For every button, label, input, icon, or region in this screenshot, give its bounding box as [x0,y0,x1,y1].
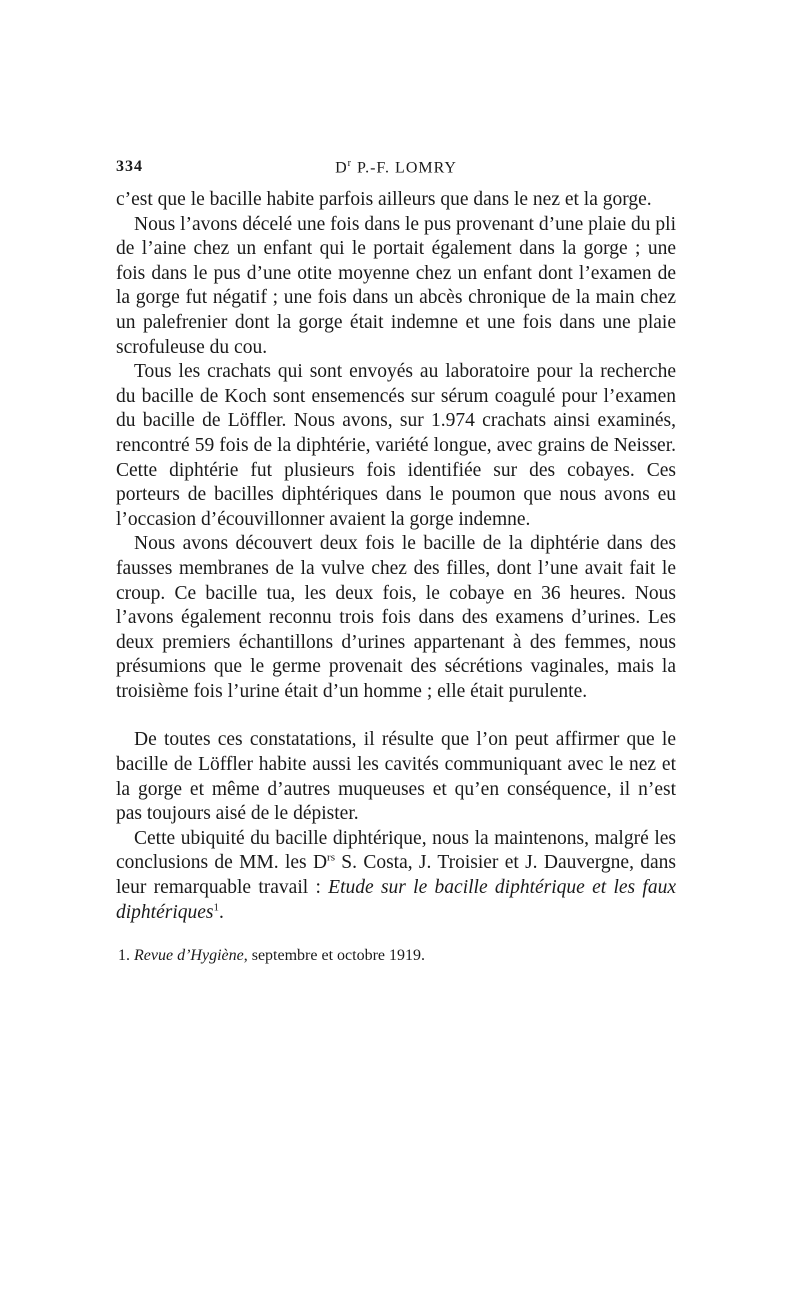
paragraph-5: De toutes ces constatations, il résulte que l’on peut affirmer que le bacille de Löffler habite aussi les cavités communiquant avec le nez et la gorge et même d’autres muqueuses et qu’en conséquence, il n’est pas toujours aisé de le dépister. [116,729,676,825]
paragraph-1: c’est que le bacille habite parfois ailleurs que dans le nez et la gorge. [116,189,652,210]
running-title: $D^r$ P.-F. LOMRY [335,158,457,177]
paragraph-2: Nous l’avons décelé une fois dans le pus provenant d’une plaie du pli de l’aine chez un enfant qui le portait également dans la gorge ; une fois dans le pus d’une otite moyenne chez un enfant dont l’examen de la gorge fut négatif ; une fois dans un abcès chronique de la main chez un palefrenier dont la gorge était indemne et une fois dans une plaie scrofuleuse du cou. [116,213,676,358]
body-text [116,188,676,925]
footnote: 1. Revue d’Hygiène, septembre et octobre 1919. [118,947,425,965]
footnote-reference: 1 [213,901,219,914]
page-number: 334 [116,158,143,175]
paragraph-6: Cette ubiquité du bacille diphtérique, nous la maintenons, malgré les conclusions de MM. les $D^{rs}$ S. Costa, J. Troisier et J. Dauvergne, dans leur remarquable travail : Etude sur le bacille diphtérique et les faux diphtériques$^1$. [116,827,676,923]
paragraph-3: Tous les crachats qui sont envoyés au laboratoire pour la recherche du bacille de Koch sont ensemencés sur sérum coagulé pour l’examen du bacille de Löffler. Nous avons, sur 1.974 crachats ainsi examinés, rencontré 59 fois de la diphtérie, variété longue, avec grains de Neisser. Cette diphtérie fut plusieurs fois identifiée sur des cobayes. Ces porteurs de bacilles diphtériques dans le poumon que nous avons eu l’occasion d’écouvillonner avaient la gorge indemne. [116,361,676,530]
cited-work-title: Etude sur le bacille diphtérique et les faux diphtériques [116,877,676,923]
footnote-source: Revue d’Hygiène [134,947,244,965]
paragraph-4: Nous avons découvert deux fois le bacille de la diphtérie dans des fausses membranes de la vulve chez des filles, dont l’une avait fait le croup. Ce bacille tua, les deux fois, le cobaye en 36 heures. Nous l’avons également reconnu trois fois dans des examens d’urines. Les deux premiers échantillons d’urines appartenant à des femmes, nous présumions que le germe provenait des sécrétions vaginales, mais la troisième fois l’urine était d’un homme ; elle était purulente. [116,533,676,702]
running-header [116,152,676,188]
book-page [116,152,676,965]
